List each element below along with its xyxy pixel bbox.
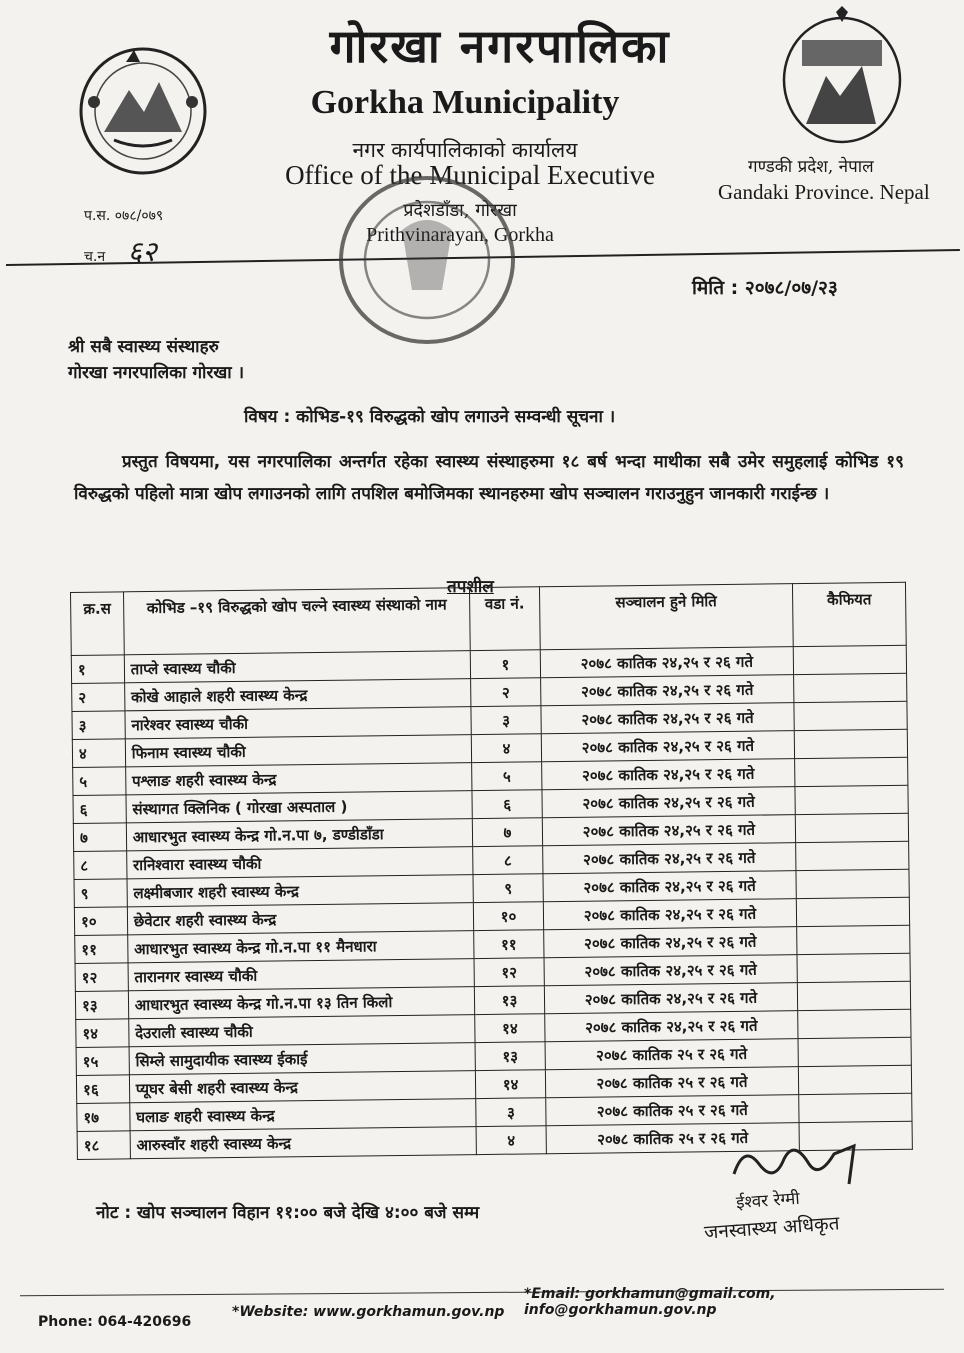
header-ward: वडा नं. [470, 587, 540, 651]
row-ward: १ [471, 650, 541, 679]
row-serial: ५ [73, 767, 126, 796]
header-institution-name: कोभिड –१९ विरुद्धको खोप चल्ने स्वास्थ्य संस्थाको नाम [123, 588, 470, 655]
row-institution-name: देउराली स्वास्थ्य चौकी [128, 1015, 475, 1047]
row-serial: ७ [73, 823, 126, 852]
row-serial: १८ [77, 1131, 130, 1160]
municipality-title-en: Gorkha Municipality [310, 84, 620, 121]
row-ward: १२ [474, 958, 544, 987]
table-header-row [71, 582, 907, 655]
row-institution-name: आधारभुत स्वास्थ्य केन्द्र गो.न.पा ७, डण्डीडाँडा [126, 819, 473, 851]
row-institution-name: नारेश्वर स्वास्थ्य चौकी [125, 707, 472, 739]
row-serial: १६ [76, 1075, 129, 1104]
row-serial: ९ [74, 879, 127, 908]
row-ward: ३ [471, 706, 541, 735]
row-remarks [794, 701, 907, 730]
row-date: २०७८ कातिक २४,२५ र २६ गते [541, 759, 795, 790]
row-serial: १ [71, 655, 124, 684]
row-institution-name: सिम्ले सामुदायीक स्वास्थ्य ईकाई [129, 1043, 476, 1075]
row-date: २०७८ कातिक २४,२५ र २६ गते [543, 871, 797, 902]
recipient-line-1: श्री सबै स्वास्थ्य संस्थाहरु [68, 337, 219, 357]
note-line: नोट : खोप सञ्चालन विहान ११:०० बजे देखि ४:०० बजे सम्म [96, 1203, 480, 1223]
row-date: २०७८ कातिक २४,२५ र २६ गते [543, 899, 797, 930]
row-remarks [796, 897, 909, 926]
dispatch-number-handwritten: ६२ [127, 235, 157, 268]
row-remarks [798, 981, 911, 1010]
row-date: २०७८ कातिक २४,२५ र २६ गते [540, 675, 794, 706]
row-institution-name: ताप्ले स्वास्थ्य चौकी [124, 651, 471, 683]
row-ward: १४ [475, 1014, 545, 1043]
row-serial: १७ [77, 1103, 130, 1132]
row-date: २०७८ कातिक २४,२५ र २६ गते [541, 731, 795, 762]
row-institution-name: छेवेटार शहरी स्वास्थ्य केन्द्र [127, 903, 474, 935]
row-ward: ५ [472, 762, 542, 791]
header-remarks: कैफियत [793, 582, 907, 646]
vaccination-schedule-table [70, 582, 913, 1160]
province-en: Gandaki Province. Nepal [718, 180, 930, 204]
table-caption: तपशील [447, 577, 494, 597]
office-stamp [332, 170, 522, 350]
row-serial: ८ [74, 851, 127, 880]
row-date: २०७८ कातिक २५ र २६ गते [545, 1095, 799, 1126]
row-institution-name: लक्ष्मीबजार शहरी स्वास्थ्य केन्द्र [127, 875, 474, 907]
row-serial: ११ [75, 935, 128, 964]
row-date: २०७८ कातिक २४,२५ र २६ गते [542, 815, 796, 846]
row-date: २०७८ कातिक २४,२५ र २६ गते [542, 843, 796, 874]
signatory-name: ईश्वर रेग्मी [735, 1188, 801, 1214]
footer-website: *Website: www.gorkhamun.gov.np [232, 1304, 505, 1320]
row-serial: १५ [76, 1047, 129, 1076]
footer-email: *Email: gorkhamun@gmail.com, info@gorkhamun.gov.np [524, 1286, 776, 1318]
row-date: २०७८ कातिक २५ र २६ गते [545, 1067, 799, 1098]
row-remarks [797, 925, 910, 954]
row-remarks [795, 757, 908, 786]
row-remarks [794, 673, 907, 702]
dispatch-label: च.न [84, 249, 106, 265]
row-institution-name: रानिश्वारा स्वास्थ्य चौकी [126, 847, 473, 879]
row-ward: १३ [475, 986, 545, 1015]
row-date: २०७८ कातिक २४,२५ र २६ गते [541, 703, 795, 734]
row-ward: ७ [473, 818, 543, 847]
row-institution-name: फिनाम स्वास्थ्य चौकी [125, 735, 472, 767]
row-institution-name: प्यूघर बेसी शहरी स्वास्थ्य केन्द्र [129, 1071, 476, 1103]
row-ward: ४ [476, 1126, 546, 1155]
row-serial: ६ [73, 795, 126, 824]
row-serial: ३ [72, 711, 125, 740]
nepal-emblem-seal [74, 42, 212, 180]
table-body [71, 645, 912, 1159]
row-ward: १४ [476, 1070, 546, 1099]
row-ward: ८ [473, 846, 543, 875]
row-date: २०७८ कातिक २५ र २६ गते [545, 1039, 799, 1070]
row-remarks [796, 869, 909, 898]
address-np: प्रदेशडाँडा, गोरखा [403, 200, 517, 221]
row-institution-name: आरुस्वाँर शहरी स्वास्थ्य केन्द्र [130, 1127, 477, 1159]
body-paragraph: प्रस्तुत विषयमा, यस नगरपालिका अन्तर्गत रहेका स्वास्थ्य संस्थाहरुमा १८ बर्ष भन्दा माथीका सबै उमेर समुहलाई कोभिड १९ विरुद्धको पहिलो मात्रा खोप लगाउनको लागि तपशिल बमोजिमका स्थानहरुमा खोप सञ्चालन गराउनुहुन जानकारी गराईन्छ । [74, 452, 904, 504]
row-remarks [799, 1093, 912, 1122]
row-institution-name: घलाङ शहरी स्वास्थ्य केन्द्र [130, 1099, 477, 1131]
row-remarks [799, 1065, 912, 1094]
row-remarks [793, 645, 906, 674]
row-ward: ११ [474, 930, 544, 959]
row-serial: १० [74, 907, 127, 936]
row-date: २०७८ कातिक २४,२५ र २६ गते [544, 955, 798, 986]
row-institution-name: कोखे आहाले शहरी स्वास्थ्य केन्द्र [124, 679, 471, 711]
row-date: २०७८ कातिक २४,२५ र २६ गते [540, 647, 794, 678]
header-serial: क्र.स [71, 592, 125, 656]
row-remarks [798, 1009, 911, 1038]
row-institution-name: संस्थागत क्लिनिक ( गोरखा अस्पताल ) [126, 791, 473, 823]
row-remarks [794, 729, 907, 758]
row-date: २०७८ कातिक २४,२५ र २६ गते [544, 1011, 798, 1042]
row-serial: १४ [76, 1019, 129, 1048]
row-ward: १० [474, 902, 544, 931]
subject-line: विषय : कोभिड-१९ विरुद्धको खोप लगाउने सम्वन्धी सूचना । [244, 407, 616, 427]
row-remarks [795, 813, 908, 842]
row-institution-name: आधारभुत स्वास्थ्य केन्द्र गो.न.पा १३ तिन किलो [128, 987, 475, 1019]
header-date: सञ्चालन हुने मिति [539, 584, 793, 650]
row-ward: २ [471, 678, 541, 707]
row-date: २०७८ कातिक २४,२५ र २६ गते [543, 927, 797, 958]
row-serial: १३ [75, 991, 128, 1020]
recipient-line-2: गोरखा नगरपालिका गोरखा । [68, 363, 245, 383]
row-ward: ४ [472, 734, 542, 763]
province-np: गण्डकी प्रदेश, नेपाल [748, 157, 874, 177]
row-institution-name: तारानगर स्वास्थ्य चौकी [128, 959, 475, 991]
row-institution-name: पश्लाङ शहरी स्वास्थ्य केन्द्र [125, 763, 472, 795]
row-serial: ४ [72, 739, 125, 768]
row-date: २०७८ कातिक २४,२५ र २६ गते [544, 983, 798, 1014]
footer-phone: Phone: 064-420696 [38, 1314, 192, 1330]
letter-date: मिति : २०७८/०७/२३ [692, 277, 838, 299]
municipality-logo-seal [776, 6, 908, 146]
signature-scribble [724, 1134, 874, 1194]
row-remarks [798, 1037, 911, 1066]
row-ward: ६ [472, 790, 542, 819]
row-date: २०७८ कातिक २५ र २६ गते [546, 1123, 800, 1154]
office-title-en: Office of the Municipal Executive [285, 160, 655, 190]
reference-number: प.स. ०७८/०७९ [84, 208, 164, 224]
municipality-title-np: गोरखा नगरपालिका [329, 19, 671, 73]
row-date: २०७८ कातिक २४,२५ र २६ गते [542, 787, 796, 818]
address-en: Prithvinarayan, Gorkha [366, 224, 554, 246]
row-serial: १२ [75, 963, 128, 992]
row-remarks [796, 841, 909, 870]
row-serial: २ [72, 683, 125, 712]
row-ward: ३ [476, 1098, 546, 1127]
row-ward: ९ [473, 874, 543, 903]
row-institution-name: आधारभुत स्वास्थ्य केन्द्र गो.न.पा ११ मैनधारा [127, 931, 474, 963]
office-title-np: नगर कार्यपालिकाको कार्यालय [352, 138, 578, 162]
row-ward: १३ [475, 1042, 545, 1071]
row-remarks [795, 785, 908, 814]
signatory-title: जनस्वास्थ्य अधिकृत [703, 1212, 841, 1244]
row-remarks [797, 953, 910, 982]
